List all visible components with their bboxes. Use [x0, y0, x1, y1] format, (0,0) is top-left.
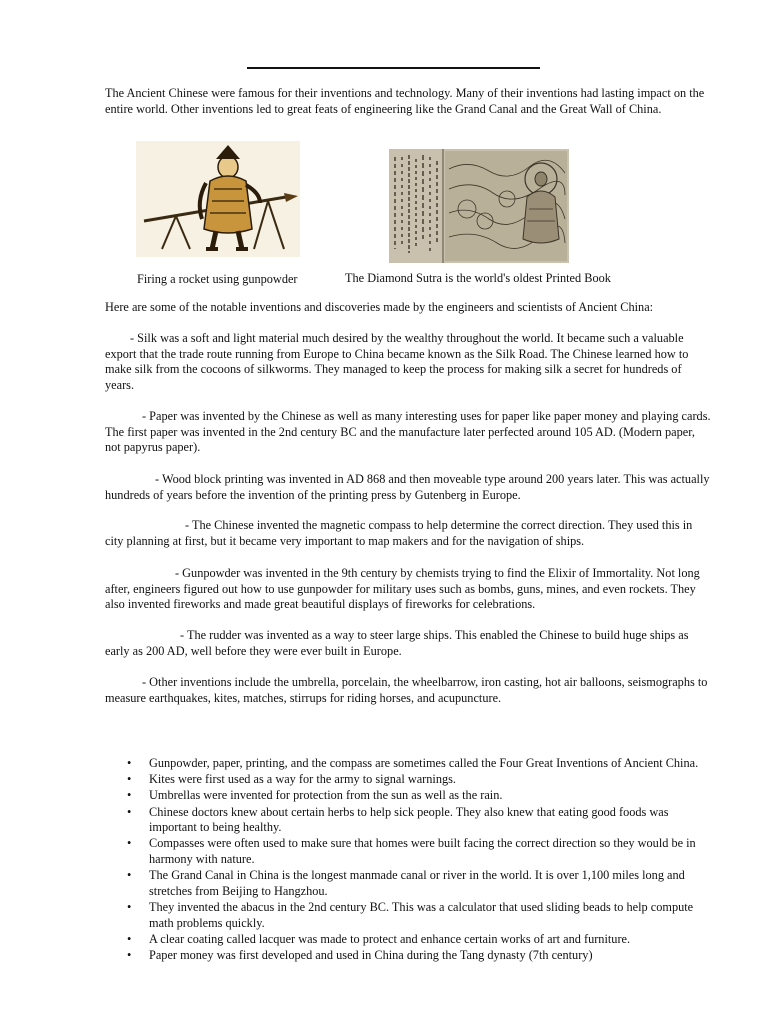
bullet-icon: • — [127, 756, 132, 770]
gunpowder-paragraph: - Gunpowder was invented in the 9th century by chemists trying to find the Elixir of Immortality. Not long after, engineers figured out how to use gunpowder for military uses such as bombs, guns, mines, and even rockets. They also invented fireworks and made great beautiful displays of fireworks for celebrations. — [105, 566, 700, 612]
list-item: • A clear coating called lacquer was made to protect and enhance certain works of art and furniture. — [127, 931, 631, 946]
title-rule — [247, 67, 540, 69]
other-inventions-paragraph: - Other inventions include the umbrella, porcelain, the wheelbarrow, iron casting, hot air balloons, seismographs to measure earthquakes, kites, matches, stirrups for riding horses, and acupuncture. — [105, 675, 708, 705]
printing-paragraph: - Wood block printing was invented in AD 868 and then moveable type around 200 years later. This was actually hundreds of years before the invention of the printing press by Gutenberg in Europe. — [105, 472, 710, 502]
diamond-sutra-caption: The Diamond Sutra is the world's oldest Printed Book — [345, 271, 611, 285]
list-item: • Gunpowder, paper, printing, and the compass are sometimes called the Four Great Inventions of Ancient China. — [127, 756, 699, 770]
bullet-icon: • — [127, 931, 132, 946]
bullet-icon: • — [127, 788, 132, 803]
diamond-sutra-image — [389, 149, 569, 263]
bullet-icon: • — [127, 899, 132, 914]
list-item: • Paper money was first developed and used in China during the Tang dynasty (7th century) — [127, 947, 593, 962]
rudder-paragraph: - The rudder was invented as a way to steer large ships. This enabled the Chinese to build huge ships as early as 200 AD, well before they were ever built in Europe. — [105, 628, 689, 658]
paper-paragraph: - Paper was invented by the Chinese as well as many interesting uses for paper like paper money and playing cards. The first paper was invented in the 2nd century BC and the manufacture later perfected around 105 AD. (Modern paper, not papyrus paper). — [105, 409, 711, 455]
bullet-icon: • — [127, 836, 132, 851]
lead-sentence: Here are some of the notable inventions and discoveries made by the engineers and scientists of Ancient China: — [105, 300, 654, 314]
rocket-soldier-drawing — [136, 141, 300, 257]
diamond-sutra-print — [389, 149, 569, 263]
silk-paragraph: - Silk was a soft and light material much desired by the wealthy throughout the world. It became such a valuable export that the trade route running from Europe to China became known as the Silk Road. The Chinese learned how to make silk from the cocoons of silkworms. They managed to keep the process for making silk a secret for hundreds of years. — [105, 331, 689, 392]
list-item: • Chinese doctors knew about certain herbs to help sick people. They also knew that eating good foods was important to being healthy. — [127, 804, 669, 835]
rocket-illustration — [136, 141, 300, 257]
list-item: • They invented the abacus in the 2nd century BC. This was a calculator that used sliding beads to help compute math problems quickly. — [127, 899, 694, 930]
compass-paragraph: - The Chinese invented the magnetic compass to help determine the correct direction. They used this in city planning at first, but it became very important to map makers and for the navigation of ships. — [105, 518, 693, 548]
bullet-icon: • — [127, 947, 132, 962]
rocket-caption: Firing a rocket using gunpowder — [137, 272, 298, 286]
list-item: • The Grand Canal in China is the longest manmade canal or river in the world. It is over 1,100 miles long and stretches from Beijing to Hangzhou. — [127, 868, 685, 898]
intro-paragraph: The Ancient Chinese were famous for their inventions and technology. Many of their inventions had lasting impact on the entire world. Other inventions led to great feats of engineering like the Grand Canal and the Great Wall of China. — [105, 86, 705, 116]
list-item: • Compasses were often used to make sure that homes were built facing the correct direction so they would be in harmony with nature. — [127, 836, 696, 866]
facts-list — [105, 756, 715, 964]
list-item: • Kites were first used as a way for the army to signal warnings. — [127, 772, 456, 787]
bullet-icon: • — [127, 772, 132, 787]
bullet-icon: • — [127, 804, 132, 819]
list-item: • Umbrellas were invented for protection from the sun as well as the rain. — [127, 788, 503, 803]
bullet-icon: • — [127, 868, 132, 883]
